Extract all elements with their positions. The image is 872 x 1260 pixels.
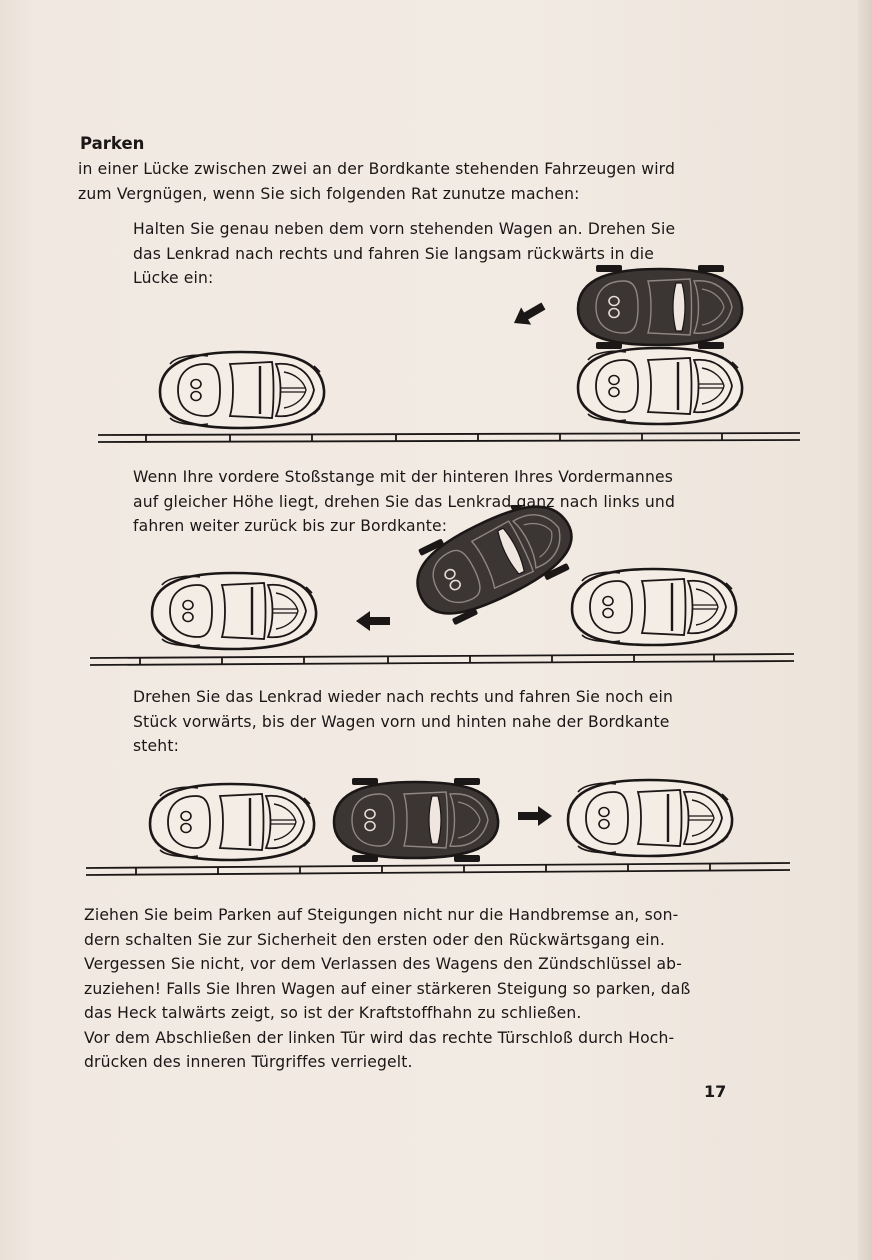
reverse-arrow: [356, 611, 390, 631]
parked-car-rear: [152, 573, 316, 649]
intro-line: zum Vergnügen, wenn Sie sich folgenden Rat zunutze machen:: [78, 184, 580, 203]
step-3-line: steht:: [133, 737, 179, 755]
moving-car: [334, 778, 498, 862]
moving-car: [578, 265, 742, 349]
curb-line: [98, 433, 800, 442]
closing-line: zuziehen! Falls Sie Ihren Wagen auf einer stärkeren Steigung so parken, daß: [84, 979, 691, 998]
moving-car: [402, 505, 586, 633]
section-heading: Parken: [80, 134, 145, 153]
closing-line: Vergessen Sie nicht, vor dem Verlassen des Wagens den Zündschlüssel ab-: [84, 955, 682, 973]
step-3-line: Stück vorwärts, bis der Wagen vorn und hinten nahe der Bordkante: [133, 712, 670, 731]
parked-car-front: [568, 780, 732, 856]
figure-step-2: [0, 505, 872, 675]
intro-line: in einer Lücke zwischen zwei an der Bordkante stehenden Fahrzeugen wird: [78, 160, 676, 178]
parked-car-front: [572, 569, 736, 645]
closing-paragraph: [84, 903, 690, 1075]
figure-step-3: [0, 770, 872, 885]
parked-car-front: [578, 348, 742, 424]
forward-arrow: [518, 806, 552, 826]
curb-line: [86, 863, 790, 875]
closing-line: Vor dem Abschließen der linken Tür wird das rechte Türschloß durch Hoch-: [84, 1028, 675, 1047]
figure-step-1: [0, 255, 872, 455]
step-3-text: [133, 685, 673, 759]
closing-line: das Heck talwärts zeigt, so ist der Kraftstoffhahn zu schließen.: [84, 1004, 582, 1022]
closing-line: dern schalten Sie zur Sicherheit den ersten oder den Rückwärtsgang ein.: [84, 930, 665, 949]
step-1-line: Lücke ein:: [133, 269, 214, 287]
step-1-line: das Lenkrad nach rechts und fahren Sie langsam rückwärts in die: [133, 244, 655, 263]
step-1-line: Halten Sie genau neben dem vorn stehenden Wagen an. Drehen Sie: [133, 220, 676, 238]
intro-paragraph: [78, 157, 675, 206]
step-3-line: Drehen Sie das Lenkrad wieder nach rechts und fahren Sie noch ein: [133, 688, 673, 706]
step-2-line: auf gleicher Höhe liegt, drehen Sie das Lenkrad ganz nach links und: [133, 492, 675, 511]
step-2-line: fahren weiter zurück bis zur Bordkante:: [133, 517, 448, 535]
curb-line: [90, 654, 794, 665]
page-number: 17: [704, 1082, 727, 1101]
closing-line: drücken des inneren Türgriffes verriegelt.: [84, 1053, 413, 1071]
reverse-arrow: [509, 297, 548, 331]
step-2-line: Wenn Ihre vordere Stoßstange mit der hinteren Ihres Vordermannes: [133, 468, 674, 486]
parked-car-rear: [160, 352, 324, 428]
closing-line: Ziehen Sie beim Parken auf Steigungen nicht nur die Handbremse an, son-: [84, 906, 679, 924]
parked-car-rear: [150, 784, 314, 860]
